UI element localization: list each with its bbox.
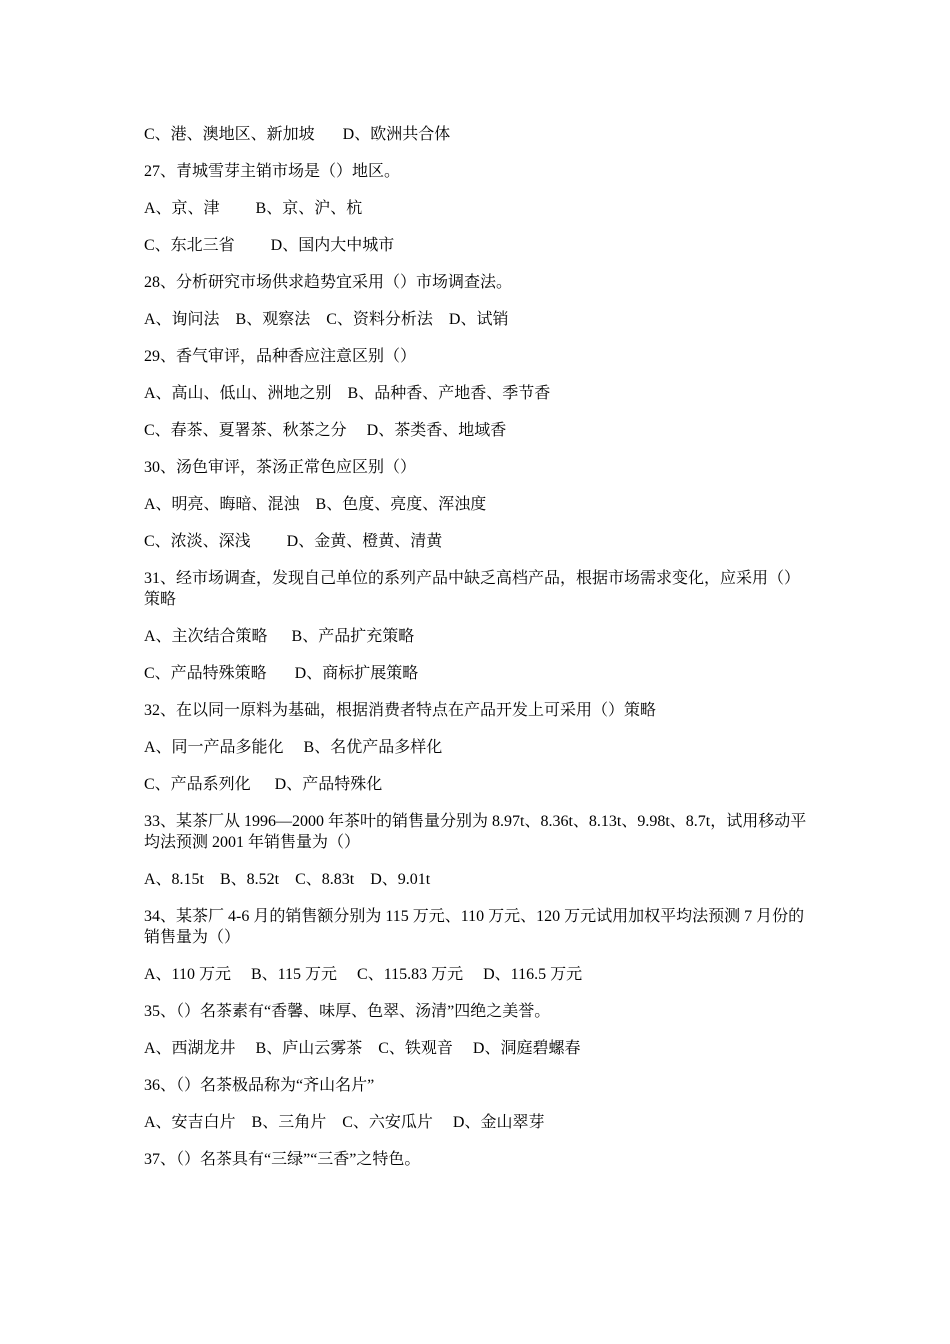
options-line: A、8.15t B、8.52t C、8.83t D、9.01t bbox=[144, 871, 431, 888]
options-line: A、西湖龙井 B、庐山云雾茶 C、铁观音 D、洞庭碧螺春 bbox=[144, 1040, 581, 1057]
options-line: C、春茶、夏署茶、秋茶之分 D、茶类香、地域香 bbox=[144, 422, 507, 439]
options-line: A、京、津 B、京、沪、杭 bbox=[144, 200, 363, 217]
options-line: C、浓淡、深浅 D、金黄、橙黄、清黄 bbox=[144, 533, 443, 550]
options-line: A、高山、低山、洲地之别 B、品种香、产地香、季节香 bbox=[144, 385, 551, 402]
options-line: A、同一产品多能化 B、名优产品多样化 bbox=[144, 739, 443, 756]
options-line: A、明亮、晦暗、混浊 B、色度、亮度、浑浊度 bbox=[144, 496, 487, 513]
question-37: 37、（）名茶具有“三绿”“三香”之特色。 bbox=[144, 1151, 421, 1168]
options-line: A、主次结合策略 B、产品扩充策略 bbox=[144, 628, 415, 645]
question-32: 32、在以同一原料为基础，根据消费者特点在产品开发上可采用（）策略 bbox=[144, 702, 657, 719]
options-line: A、110 万元 B、115 万元 C、115.83 万元 D、116.5 万元 bbox=[144, 966, 583, 983]
question-29: 29、香气审评，品种香应注意区别（） bbox=[144, 348, 417, 365]
options-line: C、东北三省 D、国内大中城市 bbox=[144, 237, 395, 254]
document-page bbox=[144, 124, 810, 1186]
question-28: 28、分析研究市场供求趋势宜采用（）市场调查法。 bbox=[144, 274, 513, 291]
question-27: 27、青城雪芽主销市场是（）地区。 bbox=[144, 163, 401, 180]
question-31: 31、经市场调查，发现自己单位的系列产品中缺乏高档产品，根据市场需求变化，应采用（）策略 bbox=[144, 570, 801, 608]
question-30: 30、汤色审评，茶汤正常色应区别（） bbox=[144, 459, 417, 476]
text-line: C、港、澳地区、新加坡 D、欧洲共合体 bbox=[144, 126, 451, 143]
options-line: A、安吉白片 B、三角片 C、六安瓜片 D、金山翠芽 bbox=[144, 1114, 545, 1131]
options-line: C、产品系列化 D、产品特殊化 bbox=[144, 776, 383, 793]
question-36: 36、（）名茶极品称为“齐山名片” bbox=[144, 1077, 375, 1094]
question-34: 34、某茶厂 4-6 月的销售额分别为 115 万元、110 万元、120 万元试用加权平均法预测 7 月份的销售量为（） bbox=[144, 908, 805, 946]
options-line: C、产品特殊策略 D、商标扩展策略 bbox=[144, 665, 419, 682]
question-35: 35、（）名茶素有“香馨、味厚、色翠、汤清”四绝之美誉。 bbox=[144, 1003, 551, 1020]
options-line: A、询问法 B、观察法 C、资料分析法 D、试销 bbox=[144, 311, 509, 328]
question-33: 33、某茶厂从 1996—2000 年茶叶的销售量分别为 8.97t、8.36t、8.13t、9.98t、8.7t，试用移动平均法预测 2001 年销售量为（） bbox=[144, 813, 807, 851]
